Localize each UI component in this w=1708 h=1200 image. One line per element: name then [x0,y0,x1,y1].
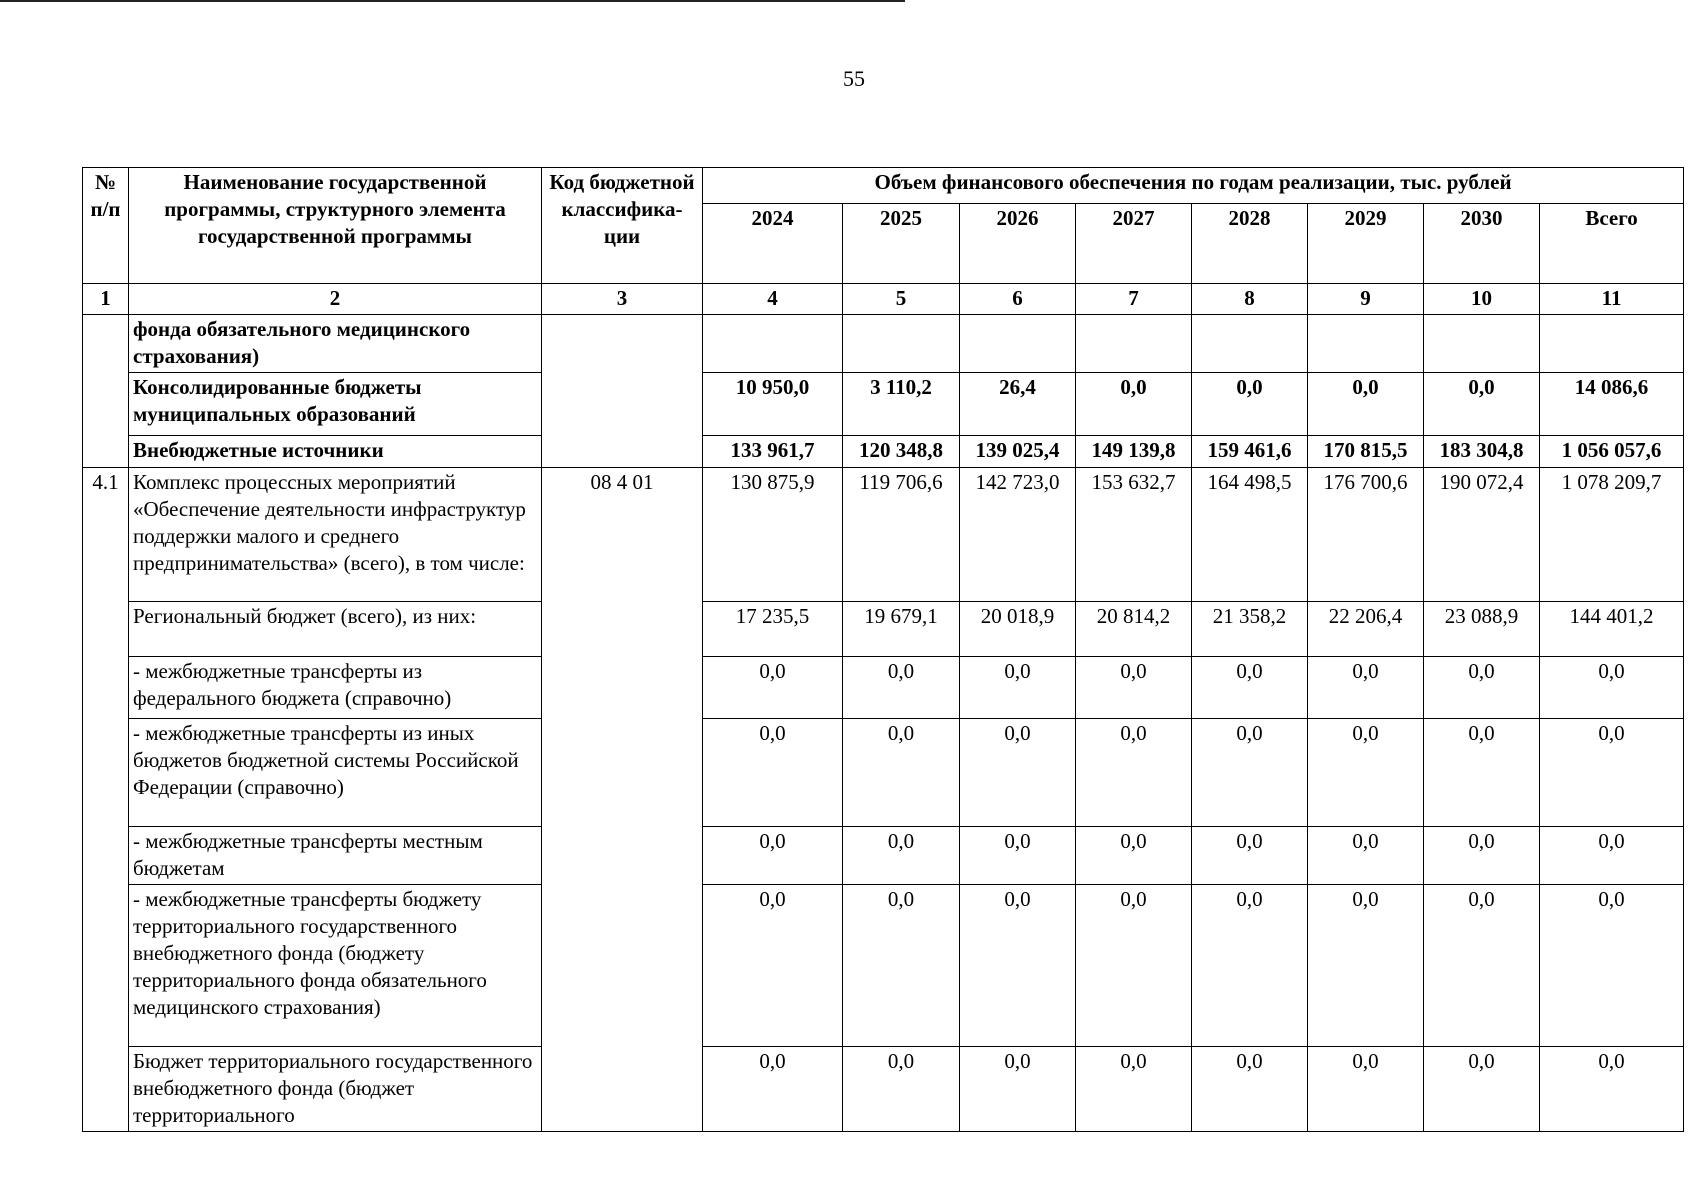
table-row [83,436,1684,468]
value-cell: 26,4 [960,373,1076,436]
header-budget-code: Код бюджетной классифика-ции [542,168,703,284]
table-row [83,657,1684,719]
value-cell: 183 304,8 [1424,436,1540,468]
value-cell: 0,0 [1424,657,1540,719]
value-cell: 0,0 [1424,373,1540,436]
value-cell: 10 950,0 [703,373,843,436]
column-number: 8 [1192,284,1308,315]
column-number: 7 [1076,284,1192,315]
table-row [83,315,1684,373]
row-name: фонда обязательного медицинского страхования) [129,315,542,373]
value-cell: 0,0 [843,885,960,1047]
value-cell: 1 056 057,6 [1540,436,1684,468]
value-cell [960,315,1076,373]
value-cell: 0,0 [1308,885,1424,1047]
row-number [83,315,129,468]
value-cell: 0,0 [1076,719,1192,827]
value-cell: 0,0 [1192,827,1308,885]
value-cell: 0,0 [843,1047,960,1132]
header-year: 2024 [703,204,843,284]
value-cell: 0,0 [1308,827,1424,885]
value-cell: 14 086,6 [1540,373,1684,436]
table-body [83,315,1684,1132]
value-cell: 0,0 [1076,657,1192,719]
value-cell: 0,0 [1076,373,1192,436]
row-name: Внебюджетные источники [129,436,542,468]
value-cell: 21 358,2 [1192,602,1308,657]
value-cell: 149 139,8 [1076,436,1192,468]
row-number [83,602,129,1132]
value-cell: 1 078 209,7 [1540,468,1684,602]
value-cell: 23 088,9 [1424,602,1540,657]
header-number: № п/п [83,168,129,284]
table-row [83,885,1684,1047]
value-cell: 0,0 [1192,719,1308,827]
row-number: 4.1 [83,468,129,602]
value-cell: 0,0 [1540,885,1684,1047]
value-cell: 0,0 [843,657,960,719]
value-cell: 0,0 [960,657,1076,719]
value-cell [1424,315,1540,373]
value-cell: 19 679,1 [843,602,960,657]
header-program-name: Наименование государственной программы, структурного элемента государственной программы [129,168,542,284]
table-row [83,373,1684,436]
value-cell: 0,0 [843,827,960,885]
value-cell: 0,0 [1424,719,1540,827]
column-number: 9 [1308,284,1424,315]
value-cell: 120 348,8 [843,436,960,468]
value-cell: 176 700,6 [1308,468,1424,602]
page-number: 55 [843,66,865,91]
value-cell: 0,0 [1540,657,1684,719]
column-number: 3 [542,284,703,315]
value-cell: 0,0 [960,827,1076,885]
header-year: 2030 [1424,204,1540,284]
row-code: 08 4 01 [542,468,703,1132]
header-year: 2028 [1192,204,1308,284]
value-cell: 0,0 [703,1047,843,1132]
value-cell: 0,0 [1076,827,1192,885]
column-number: 6 [960,284,1076,315]
value-cell: 0,0 [1192,373,1308,436]
value-cell: 0,0 [1192,657,1308,719]
value-cell: 159 461,6 [1192,436,1308,468]
value-cell: 17 235,5 [703,602,843,657]
value-cell: 0,0 [703,827,843,885]
value-cell: 0,0 [1424,827,1540,885]
row-code [542,315,703,468]
value-cell: 0,0 [1424,885,1540,1047]
value-cell: 164 498,5 [1192,468,1308,602]
table-row [83,719,1684,827]
value-cell: 139 025,4 [960,436,1076,468]
row-name: - межбюджетные трансферты местным бюджетам [129,827,542,885]
value-cell: 20 814,2 [1076,602,1192,657]
row-name: - межбюджетные трансферты бюджету территориального государственного внебюджетного фонда (бюджету территориального фонда обязательного медицинского страхования) [129,885,542,1047]
value-cell [1192,315,1308,373]
value-cell: 0,0 [1540,1047,1684,1132]
header-total: Всего [1540,204,1684,284]
table-row [83,602,1684,657]
table-header [83,168,1684,315]
value-cell: 0,0 [703,657,843,719]
value-cell: 0,0 [843,719,960,827]
value-cell: 0,0 [1424,1047,1540,1132]
value-cell [1540,315,1684,373]
value-cell: 119 706,6 [843,468,960,602]
value-cell: 0,0 [703,719,843,827]
value-cell: 3 110,2 [843,373,960,436]
value-cell: 0,0 [1308,719,1424,827]
header-financing-volume: Объем финансового обеспечения по годам реализации, тыс. рублей [703,168,1684,204]
value-cell: 0,0 [1308,373,1424,436]
value-cell: 0,0 [703,885,843,1047]
value-cell: 20 018,9 [960,602,1076,657]
value-cell: 0,0 [1192,885,1308,1047]
value-cell: 130 875,9 [703,468,843,602]
header-year: 2029 [1308,204,1424,284]
table-row [83,1047,1684,1132]
value-cell: 0,0 [1540,827,1684,885]
value-cell: 190 072,4 [1424,468,1540,602]
row-name: Комплекс процессных мероприятий «Обеспечение деятельности инфраструктур поддержки малого и среднего предпринимательства» (всего), в том числе: [129,468,542,602]
value-cell: 133 961,7 [703,436,843,468]
column-number: 5 [843,284,960,315]
table-row [83,468,1684,602]
value-cell: 0,0 [1540,719,1684,827]
header-year: 2027 [1076,204,1192,284]
value-cell [703,315,843,373]
table-row [83,827,1684,885]
column-number: 1 [83,284,129,315]
column-number-row [83,284,1684,315]
value-cell: 0,0 [1308,1047,1424,1132]
value-cell: 144 401,2 [1540,602,1684,657]
column-number: 10 [1424,284,1540,315]
value-cell [1076,315,1192,373]
value-cell: 0,0 [960,885,1076,1047]
header-year: 2025 [843,204,960,284]
financing-table [82,167,1684,1132]
value-cell: 153 632,7 [1076,468,1192,602]
value-cell: 0,0 [1076,1047,1192,1132]
column-number: 11 [1540,284,1684,315]
value-cell: 170 815,5 [1308,436,1424,468]
value-cell: 142 723,0 [960,468,1076,602]
column-number: 4 [703,284,843,315]
row-name: Бюджет территориального государственного внебюджетного фонда (бюджет территориального [129,1047,542,1132]
value-cell [1308,315,1424,373]
row-name: Региональный бюджет (всего), из них: [129,602,542,657]
value-cell: 22 206,4 [1308,602,1424,657]
value-cell: 0,0 [960,1047,1076,1132]
row-name: - межбюджетные трансферты из иных бюджетов бюджетной системы Российской Федерации (справочно) [129,719,542,827]
value-cell: 0,0 [1076,885,1192,1047]
value-cell [843,315,960,373]
value-cell: 0,0 [1308,657,1424,719]
top-rule [0,0,905,2]
value-cell: 0,0 [960,719,1076,827]
value-cell: 0,0 [1192,1047,1308,1132]
row-name: Консолидированные бюджеты муниципальных образований [129,373,542,436]
column-number: 2 [129,284,542,315]
row-name: - межбюджетные трансферты из федерального бюджета (справочно) [129,657,542,719]
header-year: 2026 [960,204,1076,284]
